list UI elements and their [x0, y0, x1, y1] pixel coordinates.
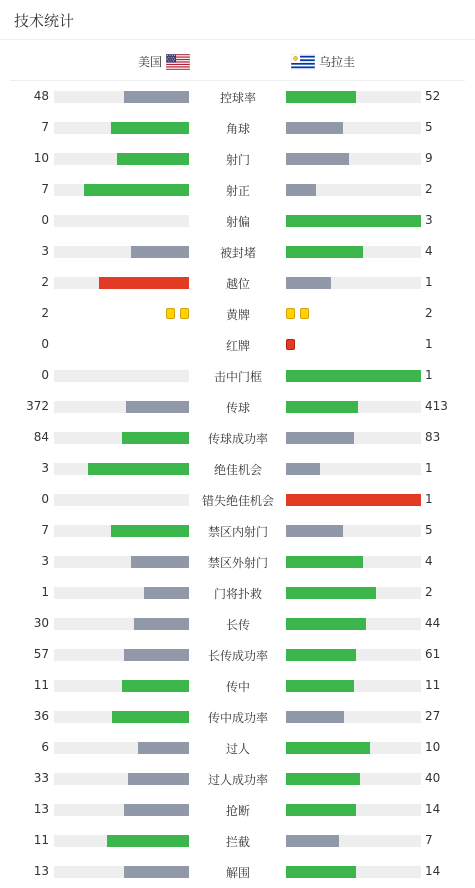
- home-value: 13: [33, 802, 49, 816]
- stat-label: 控球率: [219, 91, 256, 105]
- home-value: 84: [33, 430, 49, 444]
- away-bar-fill: [286, 370, 421, 382]
- home-bar-track: [54, 649, 189, 661]
- stat-label: 射偏: [225, 215, 250, 229]
- away-value: 11: [425, 678, 441, 692]
- home-bar-track: [54, 494, 189, 506]
- home-bar-track: [54, 215, 189, 227]
- away-value: 5: [425, 120, 433, 134]
- away-bar-fill: [286, 153, 349, 165]
- home-value: 3: [41, 554, 49, 568]
- home-bar-fill: [99, 277, 189, 289]
- away-bar-fill: [286, 649, 356, 661]
- away-value: 1: [425, 461, 433, 475]
- stat-row: [0, 856, 475, 887]
- stat-label: 门将扑救: [213, 587, 262, 601]
- home-bar-fill: [131, 246, 189, 258]
- stats-list: [0, 81, 475, 887]
- home-bar-fill: [122, 680, 190, 692]
- away-value: 1: [425, 368, 433, 382]
- away-bar-track: [286, 525, 421, 537]
- home-bar-track: [54, 618, 189, 630]
- stat-label: 黄牌: [225, 308, 250, 322]
- stat-row: [0, 670, 475, 701]
- away-bar-fill: [286, 432, 354, 444]
- stat-row: [0, 794, 475, 825]
- away-bar-fill: [286, 184, 316, 196]
- us-flag-icon: [166, 54, 190, 70]
- home-value: 11: [33, 678, 49, 692]
- home-bar-fill: [88, 463, 189, 475]
- home-bar-track: [54, 370, 189, 382]
- home-bar-track: [54, 432, 189, 444]
- away-bar-fill: [286, 711, 344, 723]
- away-bar-fill: [286, 215, 421, 227]
- home-value: 11: [33, 833, 49, 847]
- away-value: 61: [425, 647, 441, 661]
- home-cards: [166, 308, 189, 319]
- home-bar-track: [54, 246, 189, 258]
- away-value: 2: [425, 585, 433, 599]
- stat-row: [0, 174, 475, 205]
- away-value: 5: [425, 523, 433, 537]
- away-bar-track: [286, 742, 421, 754]
- home-bar-track: [54, 153, 189, 165]
- stat-label: 长传成功率: [207, 649, 268, 663]
- stat-label: 禁区外射门: [207, 556, 268, 570]
- away-value: 40: [425, 771, 441, 785]
- away-value: 1: [425, 492, 433, 506]
- stat-row: [0, 236, 475, 267]
- home-value: 7: [41, 182, 49, 196]
- stat-row: [0, 112, 475, 143]
- away-bar-fill: [286, 277, 331, 289]
- away-value: 2: [425, 182, 433, 196]
- stat-row: [0, 732, 475, 763]
- stat-label: 传中: [225, 680, 250, 694]
- stat-row: [0, 267, 475, 298]
- home-bar-fill: [134, 618, 189, 630]
- home-bar-fill: [124, 804, 189, 816]
- stat-label: 射正: [225, 184, 250, 198]
- home-bar-track: [54, 184, 189, 196]
- stat-row: [0, 577, 475, 608]
- away-bar-fill: [286, 680, 354, 692]
- away-bar-track: [286, 215, 421, 227]
- home-bar-fill: [84, 184, 189, 196]
- home-value: 0: [41, 213, 49, 227]
- stat-label: 解围: [225, 866, 250, 880]
- stat-row: [0, 763, 475, 794]
- away-bar-track: [286, 494, 421, 506]
- away-bar-track: [286, 773, 421, 785]
- home-value: 33: [33, 771, 49, 785]
- home-bar-track: [54, 122, 189, 134]
- away-value: 3: [425, 213, 433, 227]
- away-value: 4: [425, 244, 433, 258]
- home-value: 7: [41, 120, 49, 134]
- home-team-name: 美国: [137, 55, 162, 69]
- home-value: 0: [41, 337, 49, 351]
- away-bar-fill: [286, 463, 320, 475]
- stat-label: 长传: [225, 618, 250, 632]
- home-bar-fill: [107, 835, 189, 847]
- stat-row: [0, 453, 475, 484]
- stat-label: 禁区内射门: [207, 525, 268, 539]
- stat-row: [0, 360, 475, 391]
- away-bar-track: [286, 556, 421, 568]
- yellow-card-icon: [300, 308, 309, 319]
- away-bar-track: [286, 401, 421, 413]
- stat-label: 错失绝佳机会: [201, 494, 274, 508]
- home-bar-track: [54, 680, 189, 692]
- away-bar-track: [286, 711, 421, 723]
- away-value: 52: [425, 89, 441, 103]
- home-value: 36: [33, 709, 49, 723]
- home-value: 6: [41, 740, 49, 754]
- home-value: 372: [26, 399, 49, 413]
- home-bar-track: [54, 711, 189, 723]
- away-bar-fill: [286, 773, 360, 785]
- home-bar-fill: [126, 401, 189, 413]
- home-bar-fill: [117, 153, 189, 165]
- home-bar-track: [54, 91, 189, 103]
- home-bar-fill: [144, 587, 189, 599]
- home-bar-fill: [122, 432, 190, 444]
- teams-header: [10, 41, 465, 81]
- stat-row: [0, 546, 475, 577]
- stat-row: [0, 515, 475, 546]
- stat-row: [0, 298, 475, 329]
- away-bar-track: [286, 91, 421, 103]
- home-bar-fill: [124, 91, 189, 103]
- stat-label: 传球成功率: [207, 432, 268, 446]
- stat-label: 过人成功率: [207, 773, 268, 787]
- yellow-card-icon: [286, 308, 295, 319]
- away-bar-fill: [286, 587, 376, 599]
- stat-row: [0, 701, 475, 732]
- home-value: 57: [33, 647, 49, 661]
- away-bar-fill: [286, 804, 356, 816]
- home-bar-track: [54, 277, 189, 289]
- stat-row: [0, 329, 475, 360]
- home-value: 2: [41, 275, 49, 289]
- away-bar-fill: [286, 122, 343, 134]
- stat-label: 绝佳机会: [213, 463, 262, 477]
- page-title: 技术统计: [14, 12, 75, 30]
- home-bar-track: [54, 742, 189, 754]
- away-bar-track: [286, 866, 421, 878]
- away-bar-fill: [286, 494, 421, 506]
- away-bar-track: [286, 277, 421, 289]
- away-value: 7: [425, 833, 433, 847]
- home-bar-fill: [124, 866, 189, 878]
- home-bar-track: [54, 866, 189, 878]
- home-bar-track: [54, 525, 189, 537]
- home-bar-track: [54, 835, 189, 847]
- home-value: 3: [41, 244, 49, 258]
- stat-label: 击中门框: [213, 370, 262, 384]
- away-bar-track: [286, 680, 421, 692]
- away-value: 83: [425, 430, 441, 444]
- home-bar-track: [54, 804, 189, 816]
- away-bar-track: [286, 122, 421, 134]
- home-value: 0: [41, 492, 49, 506]
- stat-label: 角球: [225, 122, 250, 136]
- away-bar-track: [286, 153, 421, 165]
- home-bar-track: [54, 556, 189, 568]
- away-bar-fill: [286, 525, 343, 537]
- away-team[interactable]: [291, 53, 355, 70]
- away-value: 1: [425, 337, 433, 351]
- away-value: 14: [425, 864, 441, 878]
- home-bar-track: [54, 463, 189, 475]
- uruguay-flag-icon: [291, 54, 315, 70]
- away-value: 44: [425, 616, 441, 630]
- home-bar-fill: [111, 525, 189, 537]
- home-value: 2: [41, 306, 49, 320]
- stat-row: [0, 639, 475, 670]
- away-bar-track: [286, 432, 421, 444]
- away-bar-fill: [286, 618, 366, 630]
- away-value: 4: [425, 554, 433, 568]
- away-bar-track: [286, 618, 421, 630]
- away-cards: [286, 339, 295, 350]
- away-bar-track: [286, 463, 421, 475]
- home-value: 13: [33, 864, 49, 878]
- away-bar-track: [286, 587, 421, 599]
- away-bar-track: [286, 835, 421, 847]
- away-bar-track: [286, 246, 421, 258]
- home-value: 48: [33, 89, 49, 103]
- home-value: 10: [33, 151, 49, 165]
- stat-label: 红牌: [225, 339, 250, 353]
- stat-row: [0, 484, 475, 515]
- home-bar-fill: [138, 742, 189, 754]
- home-bar-fill: [112, 711, 189, 723]
- home-value: 3: [41, 461, 49, 475]
- stat-row: [0, 391, 475, 422]
- home-bar-track: [54, 401, 189, 413]
- stat-label: 被封堵: [219, 246, 256, 260]
- yellow-card-icon: [180, 308, 189, 319]
- stat-row: [0, 143, 475, 174]
- away-bar-fill: [286, 91, 356, 103]
- stat-row: [0, 81, 475, 112]
- stat-row: [0, 608, 475, 639]
- stat-label: 拦截: [225, 835, 250, 849]
- stat-row: [0, 825, 475, 856]
- away-bar-track: [286, 184, 421, 196]
- away-team-name: 乌拉圭: [319, 55, 356, 69]
- away-bar-fill: [286, 246, 363, 258]
- stat-label: 传中成功率: [207, 711, 268, 725]
- yellow-card-icon: [166, 308, 175, 319]
- away-bar-fill: [286, 401, 358, 413]
- stat-label: 抢断: [225, 804, 250, 818]
- stat-label: 过人: [225, 742, 250, 756]
- stat-label: 传球: [225, 401, 250, 415]
- red-card-icon: [286, 339, 295, 350]
- away-bar-fill: [286, 866, 356, 878]
- stat-label: 越位: [225, 277, 250, 291]
- home-bar-fill: [111, 122, 189, 134]
- stat-row: [0, 422, 475, 453]
- away-value: 10: [425, 740, 441, 754]
- away-value: 14: [425, 802, 441, 816]
- away-value: 413: [425, 399, 448, 413]
- home-value: 0: [41, 368, 49, 382]
- home-value: 1: [41, 585, 49, 599]
- away-bar-fill: [286, 556, 363, 568]
- home-bar-fill: [124, 649, 189, 661]
- home-value: 7: [41, 523, 49, 537]
- stat-row: [0, 205, 475, 236]
- away-value: 9: [425, 151, 433, 165]
- home-team[interactable]: [138, 53, 190, 70]
- away-value: 1: [425, 275, 433, 289]
- away-bar-track: [286, 370, 421, 382]
- away-cards: [286, 308, 309, 319]
- home-value: 30: [33, 616, 49, 630]
- away-value: 27: [425, 709, 441, 723]
- home-bar-fill: [128, 773, 189, 785]
- home-bar-track: [54, 587, 189, 599]
- home-bar-track: [54, 773, 189, 785]
- away-bar-track: [286, 804, 421, 816]
- home-bar-fill: [131, 556, 189, 568]
- away-bar-fill: [286, 742, 370, 754]
- away-value: 2: [425, 306, 433, 320]
- header: [0, 0, 475, 40]
- stat-label: 射门: [225, 153, 250, 167]
- away-bar-fill: [286, 835, 339, 847]
- away-bar-track: [286, 649, 421, 661]
